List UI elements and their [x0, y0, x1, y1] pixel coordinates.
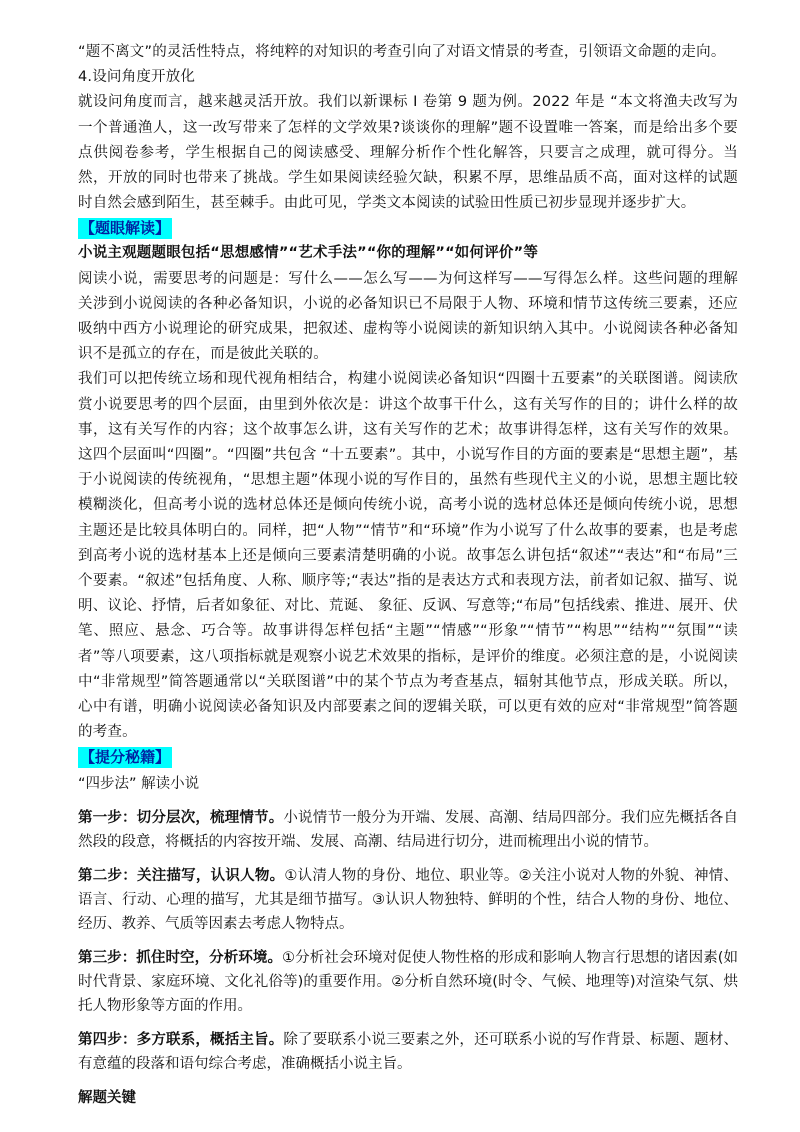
step-1-label: 第一步：切分层次，梳理情节。	[78, 810, 284, 827]
step-4	[78, 1028, 738, 1076]
step-2	[78, 864, 738, 936]
step-3-text: ①分析社会环境对促使人物性格的形成和影响人物言行思想的诸因素(如时代背景、家庭环境、文化礼俗等)的重要作用。②分析自然环境(时令、气候、地理等)对渲染气氛、烘托人物形象等方面的作用。	[78, 950, 739, 1015]
tifen-tag-wrapper	[78, 745, 738, 770]
step-3	[78, 946, 738, 1018]
step-1	[78, 806, 738, 854]
tiyan-paragraph-1: 阅读小说，需要思考的问题是：写什么——怎么写——为何这样写——写得怎么样。这些问题的理解关涉到小说阅读的各种必备知识，小说的必备知识已不局限于人物、环境和情节这传统三要素，还应吸纳中西方小说理论的研究成果，把叙述、虚构等小说阅读的新知识纳入其中。小说阅读各种必备知识不是孤立的存在，而是彼此关联的。	[78, 270, 738, 363]
intro-paragraph: 就设问角度而言，越来越灵活开放。我们以新课标 I 卷第 9 题为例。2022 年是 “本文将渔夫改写为一个普通渔人，这一改写带来了怎样的文学效果?谈谈你的理解”题不设置唯一答案，而是给出多个要点供阅卷参考，学生根据自己的阅读感受、理解分析作个性化解答，只要言之成理，就可得分。当然，开放的同时也带来了挑战。学生如果阅读经验欠缺，积累不厚，思维品质不高，面对这样的试题时自然会感到陌生，甚至棘手。由此可见，学类文本阅读的试验田性质已初步显现并逐步扩大。	[78, 94, 738, 212]
tifen-tag: 【提分秘籍】	[80, 748, 171, 767]
tiyan-paragraph-2: 我们可以把传统立场和现代视角相结合，构建小说阅读必备知识“四圈十五要素”的关联图谱。阅读欣赏小说要思考的四个层面，由里到外依次是：讲这个故事干什么，这有关写作的目的；讲什么样的故事，这有关写作的内容；这个故事怎么讲，这有关写作的艺术；故事讲得怎样，这有关写作的效果。这四个层面叫“四圈”。“四圈”共包含 “十五要素”。其中，小说写作目的方面的要素是“思想主题”，基于小说阅读的传统视角，“思想主题”体现小说的写作目的，虽然有些现代主义的小说，思想主题比较模糊淡化，但高考小说的选材总体还是倾向传统小说，高考小说的选材总体还是倾向传统小说，思想主题还是比较具体明白的。同样，把“人物”“情节”和“环境”作为小说写了什么故事的要素，也是考虑到高考小说的选材基本上还是倾向三要素清楚明确的小说。故事怎么讲包括“叙述”“表达”和“布局”三个要素。“叙述”包括角度、人称、顺序等;“表达”指的是表达方式和表现方法，前者如记叙、描写、说明、议论、抒情，后者如象征、对比、荒诞、 象征、反讽、写意等;“布局”包括线索、推进、展开、伏笔、照应、悬念、巧合等。故事讲得怎样包括“主题”“情感”“形象”“情节”“构思”“结构”“氛围”“读者”等八项要素，这八项指标就是观察小说艺术效果的指标，是评价的维度。必须注意的是，小说阅读中“非常规型”简答题通常以“关联图谱”中的某个节点为考查基点，辐射其他节点，形成关联。所以，心中有谱，明确小说阅读必备知识及内部要素之间的逻辑关联，可以更有效的应对“非常规型”简答题的考查。	[78, 371, 738, 741]
intro-line: “题不离文”的灵活性特点，将纯粹的对知识的考查引向了对语文情景的考查，引领语文命题的走向。	[78, 44, 726, 60]
tifen-subtitle: “四步法” 解读小说	[78, 776, 200, 793]
step-3-label: 第三步：抓住时空，分析环境。	[78, 950, 283, 967]
section-heading-4: 4.设问角度开放化	[78, 69, 196, 86]
step-4-label: 第四步：多方联系，概括主旨。	[78, 1032, 284, 1049]
step-2-text: ①认清人物的身份、地位、职业等。②关注小说对人物的外貌、神情、语言、行动、心理的描写，尤其是细节描写。③认识人物独特、鲜明的个性，结合人物的身份、地位、经历、教养、气质等因素去考虑人物特点。	[78, 868, 738, 933]
document-page	[78, 40, 738, 1110]
jieti-heading: 解题关键	[78, 1090, 136, 1107]
step-1-text: 小说情节一般分为开端、发展、高潮、结局四部分。我们应先概括各自然段的段意，将概括的内容按开端、发展、高潮、结局进行切分，进而梳理出小说的情节。	[78, 810, 739, 851]
tiyan-tag: 【题眼解读】	[80, 219, 171, 238]
step-2-label: 第二步：关注描写，认识人物。	[78, 868, 285, 885]
tiyan-subtitle: 小说主观题题眼包括“思想感情”“艺术手法”“你的理解”“如何评价”等	[78, 245, 539, 262]
step-4-text: 除了要联系小说三要素之外，还可联系小说的写作背景、标题、题材、有意蕴的段落和语句综合考虑，准确概括小说主旨。	[78, 1032, 739, 1073]
tiyan-tag-wrapper	[78, 216, 738, 241]
